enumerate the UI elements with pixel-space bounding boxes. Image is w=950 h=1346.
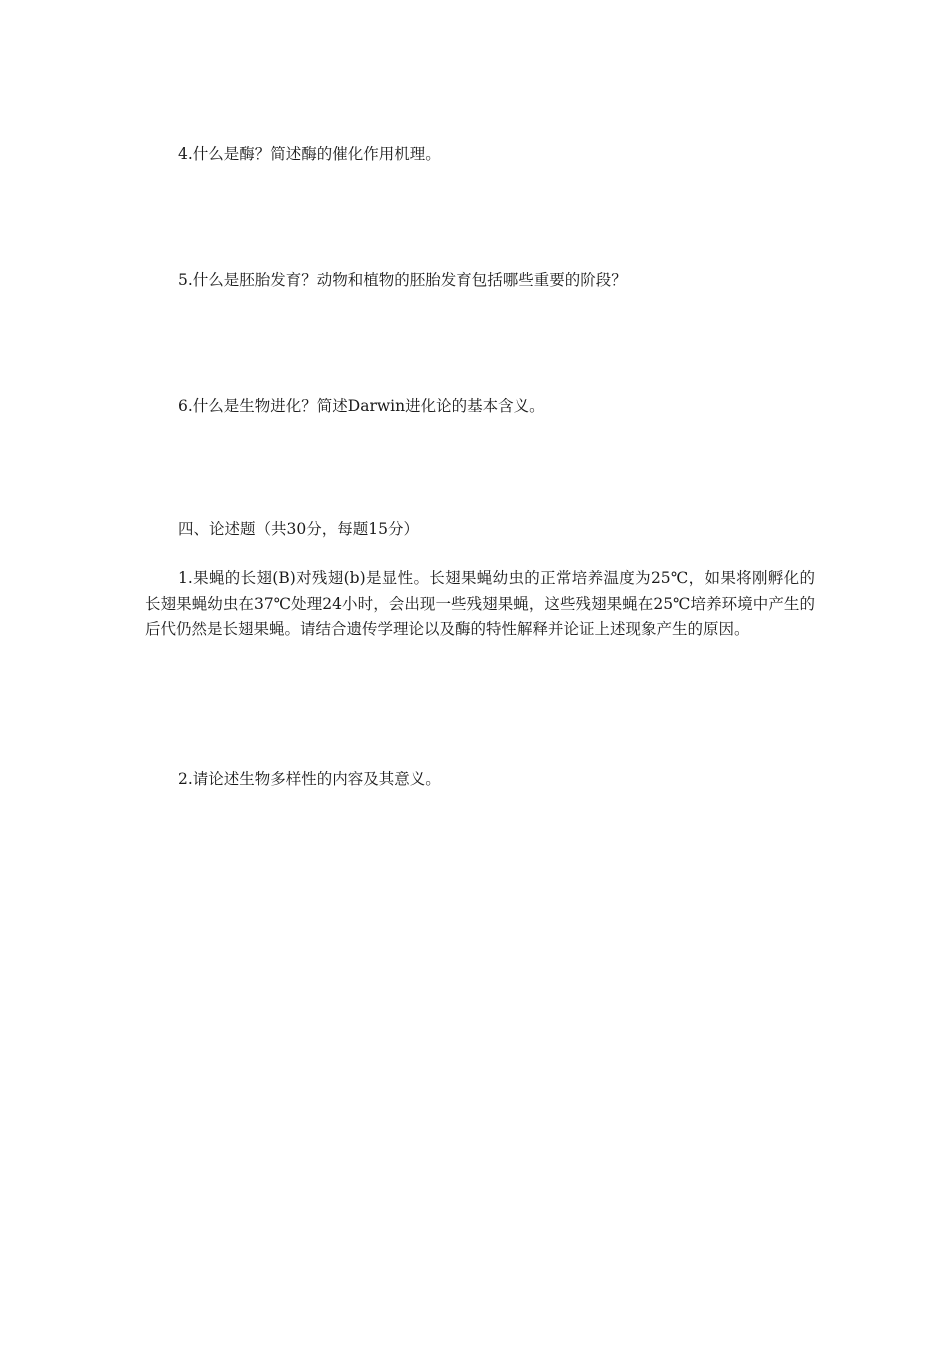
question-6: 6.什么是生物进化？简述Darwin进化论的基本含义。 <box>178 397 545 415</box>
question-5: 5.什么是胚胎发育？动物和植物的胚胎发育包括哪些重要的阶段？ <box>178 271 627 289</box>
question-4: 4.什么是酶？简述酶的催化作用机理。 <box>178 145 441 163</box>
essay-question-1: 1.果蝇的长翅(B)对残翅(b)是显性。长翅果蝇幼虫的正常培养温度为25℃，如果将刚孵化的长翅果蝇幼虫在37℃处理24小时，会出现一些残翅果蝇，这些残翅果蝇在25℃培养环境中产生的后代仍然是长翅果蝇。请结合遗传学理论以及酶的特性解释并论证上述现象产生的原因。 <box>145 569 815 638</box>
section-heading-essay: 四、论述题（共30分，每题15分） <box>178 520 419 538</box>
essay-question-2: 2.请论述生物多样性的内容及其意义。 <box>178 770 441 788</box>
